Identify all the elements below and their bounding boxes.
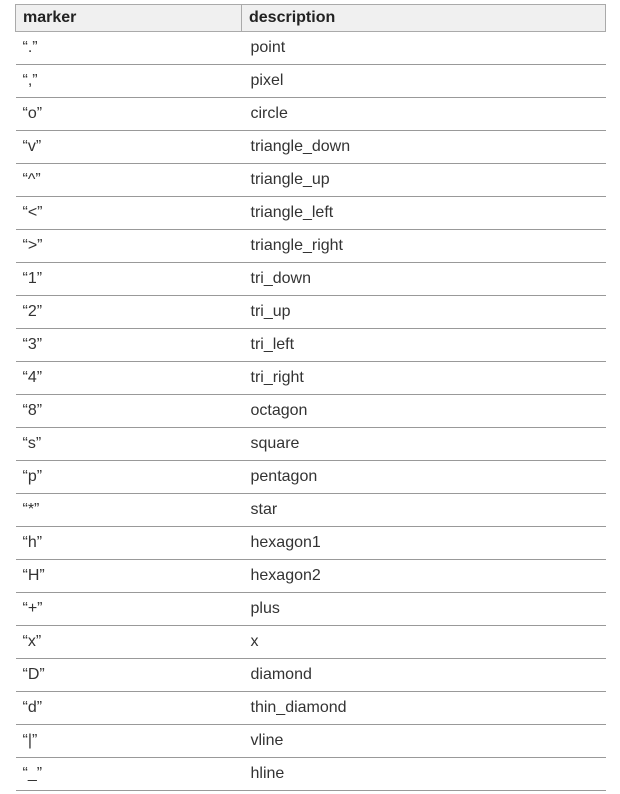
marker-cell: “,” [16,65,242,98]
table-row [16,758,606,791]
table-row [16,461,606,494]
marker-cell: “^” [16,164,242,197]
description-cell: pixel [242,65,606,98]
description-cell: hline [242,758,606,791]
description-cell: thin_diamond [242,692,606,725]
description-cell: triangle_left [242,197,606,230]
marker-cell: “>” [16,230,242,263]
marker-cell: “o” [16,98,242,131]
description-cell: octagon [242,395,606,428]
table-row [16,98,606,131]
table-row [16,362,606,395]
description-cell: triangle_right [242,230,606,263]
description-cell: tri_down [242,263,606,296]
table-row [16,65,606,98]
table-row [16,626,606,659]
marker-cell: “1” [16,263,242,296]
description-cell: tri_up [242,296,606,329]
description-cell: diamond [242,659,606,692]
table-row [16,296,606,329]
table-body [16,32,606,791]
description-cell: vline [242,725,606,758]
marker-cell: “4” [16,362,242,395]
header-row [16,5,606,32]
description-cell: hexagon2 [242,560,606,593]
marker-cell: “3” [16,329,242,362]
marker-cell: “_” [16,758,242,791]
marker-cell: “D” [16,659,242,692]
description-cell: triangle_up [242,164,606,197]
table-row [16,230,606,263]
table-row [16,32,606,65]
table-row [16,692,606,725]
description-cell: pentagon [242,461,606,494]
description-cell: point [242,32,606,65]
table-row [16,593,606,626]
description-cell: square [242,428,606,461]
marker-table [15,4,606,791]
table-row [16,527,606,560]
marker-cell: “+” [16,593,242,626]
marker-cell: “<” [16,197,242,230]
marker-cell: “v” [16,131,242,164]
description-cell: tri_right [242,362,606,395]
table-row [16,263,606,296]
marker-table-container [15,4,605,791]
description-cell: star [242,494,606,527]
table-row [16,329,606,362]
marker-cell: “2” [16,296,242,329]
table-row [16,197,606,230]
marker-cell: “d” [16,692,242,725]
marker-cell: “p” [16,461,242,494]
table-row [16,725,606,758]
marker-cell: “s” [16,428,242,461]
description-cell: plus [242,593,606,626]
header-marker: marker [16,5,242,32]
header-description: description [242,5,606,32]
description-cell: triangle_down [242,131,606,164]
marker-cell: “h” [16,527,242,560]
marker-cell: “*” [16,494,242,527]
description-cell: tri_left [242,329,606,362]
description-cell: hexagon1 [242,527,606,560]
table-row [16,560,606,593]
marker-cell: “.” [16,32,242,65]
table-row [16,659,606,692]
table-row [16,131,606,164]
table-row [16,395,606,428]
table-row [16,494,606,527]
marker-cell: “8” [16,395,242,428]
description-cell: x [242,626,606,659]
table-row [16,428,606,461]
marker-cell: “H” [16,560,242,593]
marker-cell: “x” [16,626,242,659]
description-cell: circle [242,98,606,131]
table-header [16,5,606,32]
marker-cell: “|” [16,725,242,758]
table-row [16,164,606,197]
